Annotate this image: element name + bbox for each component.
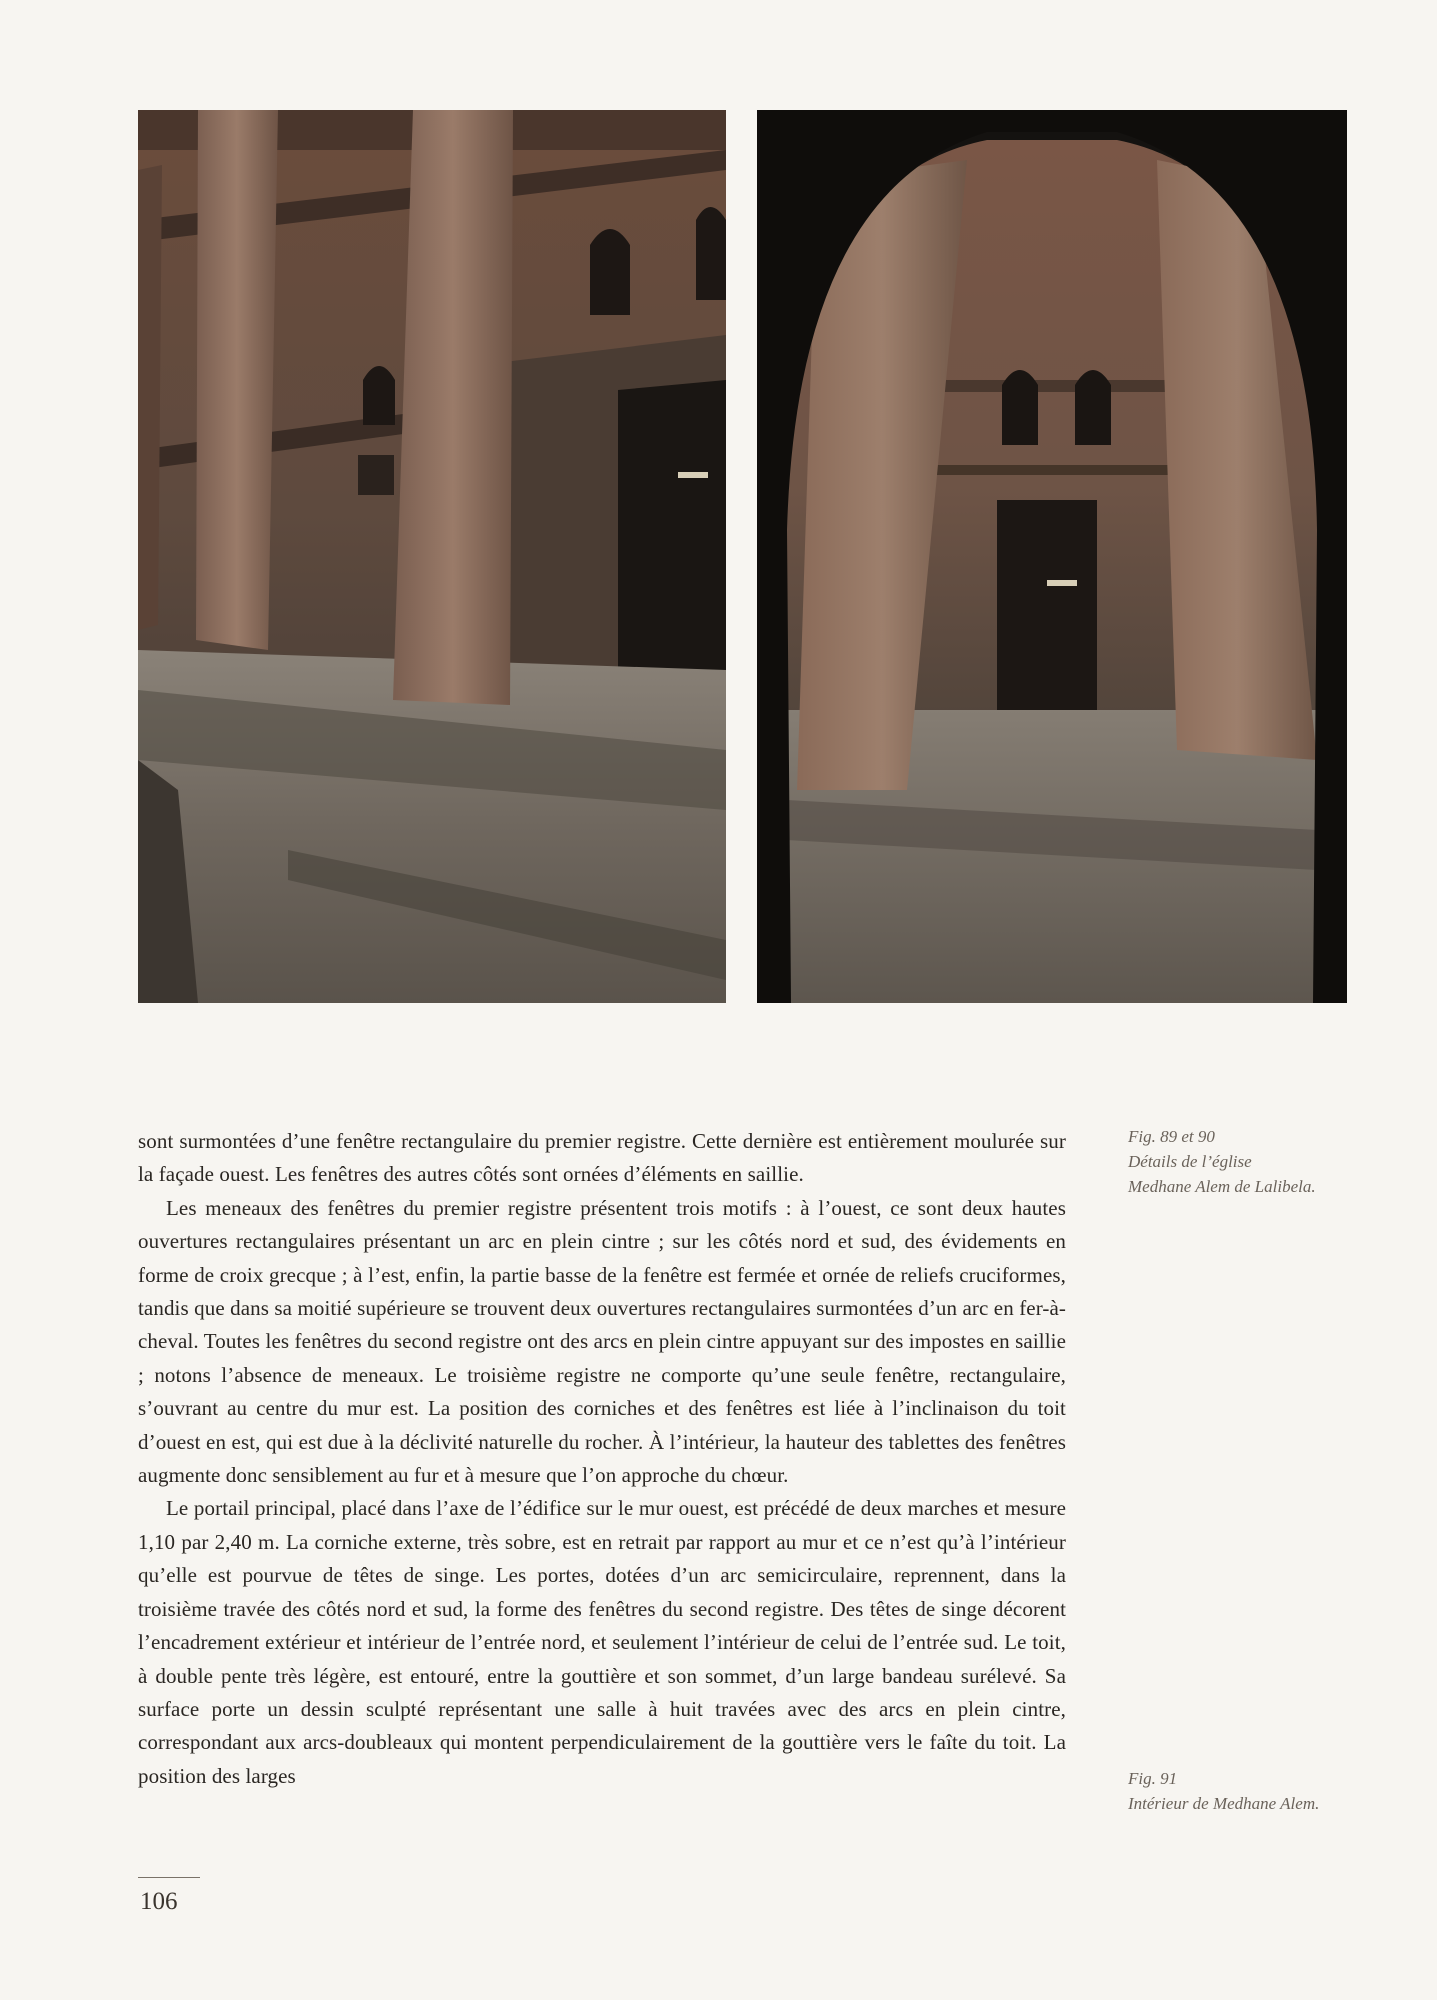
paragraph-2: Les meneaux des fenêtres du premier registre présentent trois motifs : à l’ouest, ce sont deux hautes ouvertures rectangulaires présentant un arc en plein cintre ; sur les côtés nord et sud, des évidements en forme de croix grecque ; à l’est, enfin, la partie basse de la fenêtre est fermée et ornée de reliefs cruciformes, tandis que dans sa moitié supérieure se trouvent deux ouvertures rectangulaires surmontées d’un arc en fer-à-cheval. Toutes les fenêtres du second registre ont des arcs en plein cintre appuyant sur des impostes en saillie ; notons l’absence de meneaux. Le troisième registre ne comporte qu’une seule fenêtre, rectangulaire, s’ouvrant au centre du mur est. La position des corniches et des fenêtres est liée à l’inclinaison du toit d’ouest en est, qui est due à la déclivité naturelle du rocher. À l’intérieur, la hauteur des tablettes des fenêtres augmente donc sensiblement au fur et à mesure que l’on approche du chœur. [138,1195,1066,1488]
photo-church-facade-pillars-image [138,110,726,1003]
photo-church-facade-pillars [138,110,726,1003]
caption-fig-89-90 [1128,1124,1348,1199]
paragraph-1: sont surmontées d’une fenêtre rectangulaire du premier registre. Cette dernière est entièrement moulurée sur la façade ouest. Les fenêtres des autres côtés sont ornées d’éléments en saillie. [138,1129,1066,1187]
caption-fig-89-90-number: Fig. 89 et 90 [1128,1127,1215,1146]
paragraph-3: Le portail principal, placé dans l’axe de l’édifice sur le mur ouest, est précédé de deux marches et mesure 1,10 par 2,40 m. La corniche externe, très sobre, est en retrait par rapport au mur et ce n’est qu’à l’intérieur qu’elle est pourvue de têtes de singe. Les portes, dotées d’un arc semicirculaire, reprennent, dans la troisième travée des côtés nord et sud, la forme des fenêtres du second registre. Des têtes de singe décorent l’encadrement extérieur et intérieur de l’entrée nord, et seulement l’intérieur de celui de l’entrée sud. Le toit, à double pente très légère, est entouré, entre la gouttière et son sommet, d’un large bandeau surélevé. Sa surface porte un dessin sculpté représentant une salle à huit travées avec des arcs en plein cintre, correspondant aux arcs-doubleaux qui montent perpendiculairement de la gouttière vers le faîte du toit. La position des larges [138,1496,1066,1788]
photo-church-interior-arch-image [757,110,1347,1003]
caption-fig-89-90-line-3: Medhane Alem de Lalibela. [1128,1177,1316,1196]
caption-fig-91-number: Fig. 91 [1128,1769,1178,1788]
photo-church-interior-arch [757,110,1347,1003]
page-number: 106 [140,1888,178,1915]
caption-fig-91 [1128,1766,1348,1816]
caption-fig-91-line-2: Intérieur de Medhane Alem. [1128,1794,1320,1813]
footer-rule [138,1877,200,1878]
caption-fig-89-90-line-2: Détails de l’église [1128,1152,1252,1171]
body-text [138,1125,1066,1793]
